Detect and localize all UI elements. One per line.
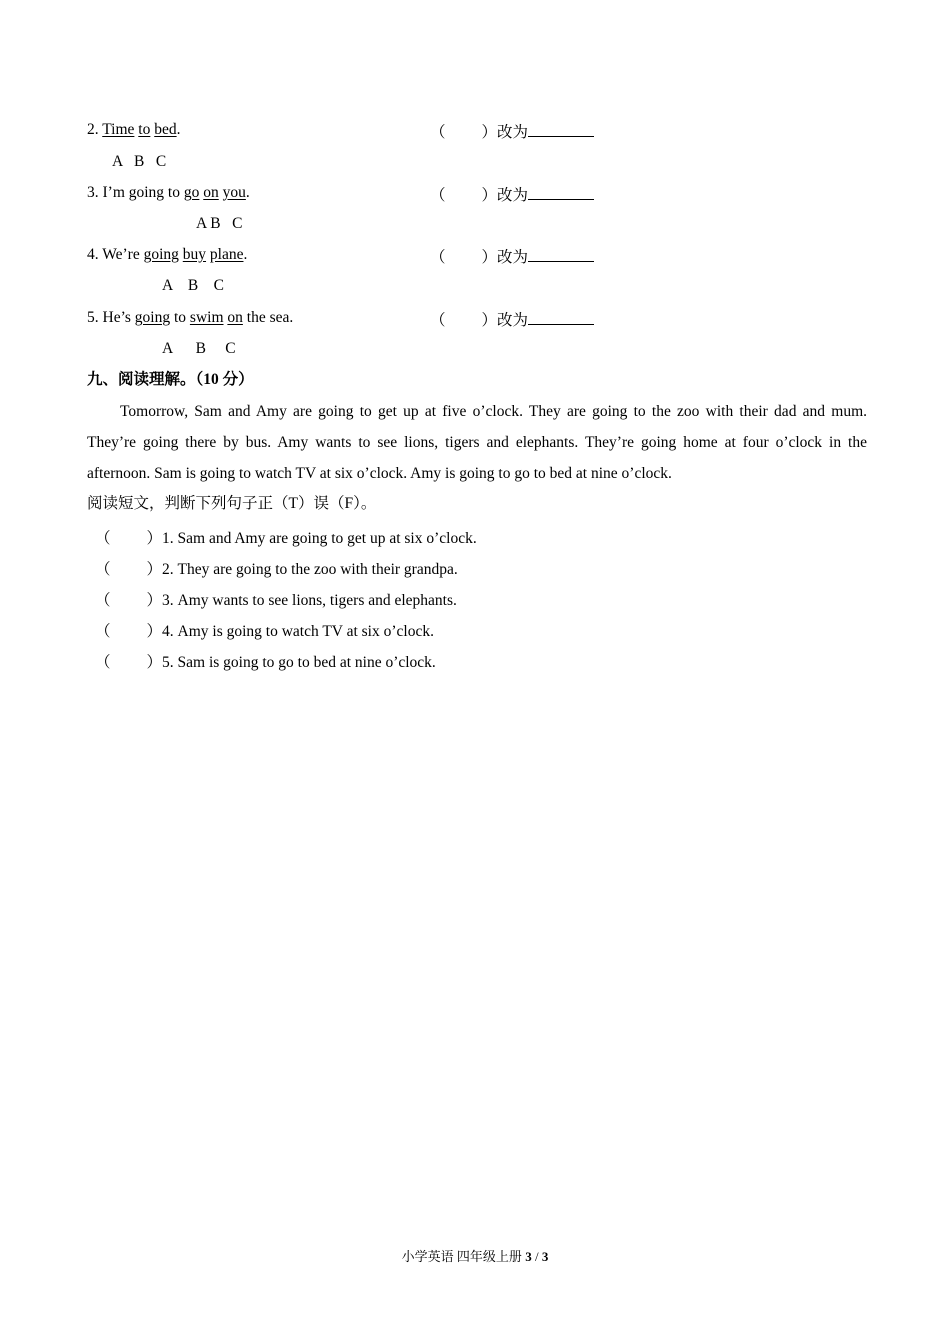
question-number: 2. xyxy=(87,121,99,138)
sentence-text: . xyxy=(243,246,248,263)
option-letters: A B C xyxy=(162,340,236,357)
section-instruction: 阅读短文，判断下列句子正（T）误（F）。 xyxy=(87,495,377,512)
correction-blank[interactable] xyxy=(528,185,594,200)
underlined-word: swim xyxy=(189,309,224,326)
answer-paren-group xyxy=(430,245,594,267)
true-false-item xyxy=(95,588,457,610)
paren-open: （ xyxy=(430,249,446,266)
underlined-word: on xyxy=(203,184,219,201)
question-number: 3. xyxy=(87,184,99,201)
sentence-text: We’re xyxy=(102,246,144,263)
question-sentence xyxy=(87,120,180,140)
paren-open: （ xyxy=(95,654,111,671)
footer-page: 3 xyxy=(525,1249,532,1264)
option-letters: A B C xyxy=(196,215,243,232)
answer-paren-group xyxy=(430,120,594,142)
true-false-item xyxy=(95,650,436,672)
paren-open: （ xyxy=(430,187,446,204)
underlined-word: going xyxy=(143,246,179,263)
true-false-item xyxy=(95,619,434,641)
change-to-label: 改为 xyxy=(497,312,529,329)
underlined-word: Time xyxy=(102,121,135,138)
change-to-label: 改为 xyxy=(497,124,529,141)
question-sentence xyxy=(87,245,247,265)
paren-open: （ xyxy=(430,124,446,141)
option-letters: A B C xyxy=(112,153,167,170)
footer-text: 小学英语 四年级上册 xyxy=(401,1249,522,1264)
sentence-text: to xyxy=(170,309,190,326)
statement-text: ）4. Amy is going to watch TV at six o’clock. xyxy=(146,623,434,640)
option-letters: A B C xyxy=(162,277,225,294)
true-false-item xyxy=(95,526,477,548)
question-sentence xyxy=(87,308,293,328)
sentence-text: the sea. xyxy=(242,309,294,326)
paren-open: （ xyxy=(95,561,111,578)
statement-text: ）3. Amy wants to see lions, tigers and elephants. xyxy=(146,592,457,609)
question-sentence xyxy=(87,183,250,203)
footer-sep: / xyxy=(531,1249,542,1264)
reading-passage: Tomorrow, Sam and Amy are going to get up at five o’clock. They are going to the zoo with their dad and mum. They’re going there by bus. Amy wants to see lions, tigers and elephants. They’re going home at four o’clock in the afternoon. Sam is going to watch TV at six o’clock. Amy is going to go to bed at nine o’clock. xyxy=(87,403,867,482)
underlined-word: going xyxy=(134,309,171,326)
question-number: 4. xyxy=(87,246,99,263)
change-to-label: 改为 xyxy=(497,249,529,266)
sentence-text: . xyxy=(176,121,181,138)
paren-open: （ xyxy=(95,623,111,640)
true-false-item xyxy=(95,557,458,579)
statement-text: ）2. They are going to the zoo with their grandpa. xyxy=(146,561,458,578)
sentence-text: . xyxy=(245,184,250,201)
paren-close: ） xyxy=(481,312,498,329)
underlined-word: you xyxy=(222,184,246,201)
answer-paren-group xyxy=(430,308,594,330)
paren-open: （ xyxy=(95,592,111,609)
statement-text: ）1. Sam and Amy are going to get up at six o’clock. xyxy=(146,530,477,547)
question-number: 5. xyxy=(87,309,99,326)
answer-paren-group xyxy=(430,183,594,205)
paren-close: ） xyxy=(481,124,498,141)
paren-close: ） xyxy=(481,249,498,266)
paren-close: ） xyxy=(481,187,498,204)
underlined-word: plane xyxy=(209,246,244,263)
underlined-word: buy xyxy=(182,246,207,263)
paren-open: （ xyxy=(95,530,111,547)
correction-blank[interactable] xyxy=(528,310,594,325)
correction-blank[interactable] xyxy=(528,122,594,137)
change-to-label: 改为 xyxy=(497,187,529,204)
section-title: 九、阅读理解。（10 分） xyxy=(87,371,254,388)
underlined-word: on xyxy=(227,309,243,326)
correction-blank[interactable] xyxy=(528,247,594,262)
underlined-word: to xyxy=(138,121,151,138)
footer-total: 3 xyxy=(541,1249,549,1264)
statement-text: ）5. Sam is going to go to bed at nine o’clock. xyxy=(146,654,436,671)
sentence-text: He’s xyxy=(102,309,135,326)
underlined-word: bed xyxy=(154,121,177,138)
paren-open: （ xyxy=(430,312,446,329)
underlined-word: go xyxy=(183,184,200,201)
page-footer xyxy=(0,1246,950,1265)
sentence-text: I’m going to xyxy=(102,184,184,201)
